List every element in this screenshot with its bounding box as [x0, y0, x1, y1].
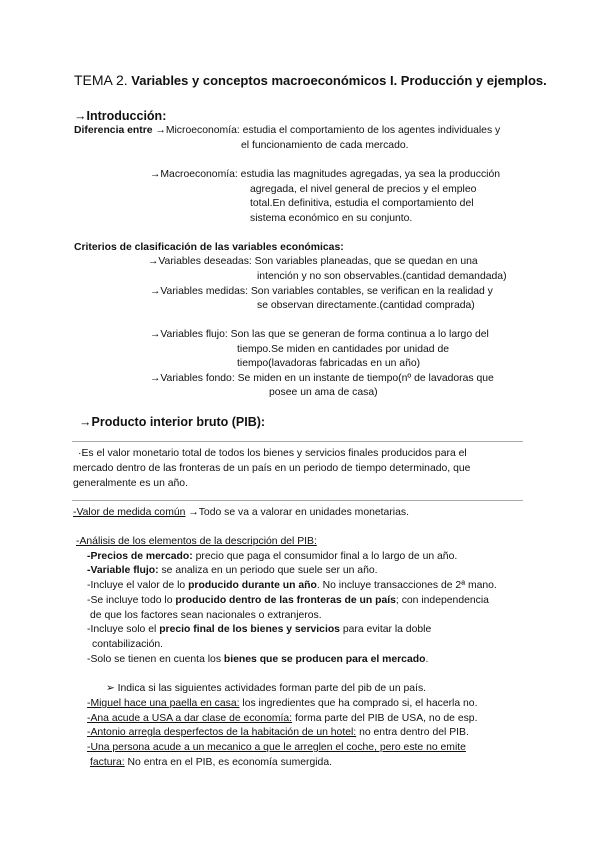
title-text: Variables y conceptos macroeconómicos I. Producción y ejemplos.: [127, 73, 547, 88]
analysis-item-6-bold: bienes que se producen para el mercado: [223, 654, 426, 665]
exercise-item-3-label: -Antonio arregla desperfectos de la habitación de un hotel:: [87, 727, 357, 738]
exercise-item-4-label: factura:: [90, 757, 125, 768]
diff-label: Diferencia entre: [74, 125, 156, 136]
exercise-item-1: [87, 699, 477, 709]
analysis-item-6-c: .: [425, 654, 429, 665]
exercise-item-4-text: No entra en el PIB, es economía sumergida.: [124, 757, 333, 768]
criteria-heading: Criterios de clasificación de las variables económicas:: [74, 242, 344, 253]
analysis-item-5-bold: precio final de los bienes y servicios: [159, 624, 340, 635]
medidas-line-2: se observan directamente.(cantidad comprada): [257, 300, 475, 311]
exercise-item-2-text: forma parte del PIB de USA, no de esp.: [292, 713, 478, 724]
exercise-item-1-text: los ingredientes que ha comprado si, el hacerla no.: [239, 698, 478, 709]
pib-def-line-1: ·Es el valor monetario total de todos los bienes y servicios finales producidos para el: [78, 448, 467, 459]
analysis-item-2-bold: -Variable flujo:: [87, 565, 159, 576]
macro-line-2: agregada, el nivel general de precios y el empleo: [250, 184, 477, 195]
valor-medida-label: -Valor de medida común: [73, 507, 186, 518]
title-number: TEMA 2.: [74, 72, 128, 88]
analysis-item-5: [87, 625, 431, 635]
deseadas-line-2: intención y no son observables.(cantidad demandada): [257, 271, 507, 282]
micro-line-2: el funcionamiento de cada mercado.: [241, 140, 409, 151]
analysis-item-5-c: para evitar la doble: [339, 624, 432, 635]
analysis-item-4-c: ; con independencia: [395, 595, 489, 606]
deseadas-line-1: →Variables deseadas: Son variables planeadas, que se quedan en una: [148, 256, 478, 267]
analysis-item-4-a: -Se incluye todo lo: [87, 595, 176, 606]
micro-line-1: [74, 126, 500, 136]
flujo-line-1: →Variables flujo: Son las que se generan de forma continua a lo largo del: [150, 329, 489, 340]
exercise-item-4-cont: [90, 758, 332, 768]
intro-heading: →Introducción:: [74, 109, 167, 123]
analysis-item-3-bold: producido durante un año: [188, 580, 317, 591]
divider-bottom: [72, 500, 523, 501]
exercise-item-3-text: no entra dentro del PIB.: [356, 727, 469, 738]
analysis-heading: -Análisis de los elementos de la descripción del PIB:: [76, 536, 317, 547]
divider-top: [72, 441, 523, 442]
analysis-item-1-text: precio que paga el consumidor final a lo largo de un año.: [192, 551, 458, 562]
macro-line-3: total.En definitiva, estudia el comportamiento del: [250, 198, 474, 209]
analysis-item-3: [87, 581, 497, 591]
analysis-item-5-cont: contabilización.: [92, 639, 164, 650]
flujo-line-2: tiempo.Se miden en cantidades por unidad de: [237, 344, 449, 355]
exercise-prompt: ➢ Indica si las siguientes actividades forman parte del pib de un país.: [106, 683, 427, 694]
analysis-item-5-a: -Incluye solo el: [87, 624, 160, 635]
micro-text: →Microeconomía: estudia el comportamiento de los agentes individuales y: [155, 125, 501, 136]
medidas-line-1: →Variables medidas: Son variables contables, se verifican en la realidad y: [150, 286, 493, 297]
page-title: [74, 73, 547, 87]
analysis-item-4-cont: de que los factores sean nacionales o extranjeros.: [90, 610, 322, 621]
analysis-item-4-bold: producido dentro de las fronteras de un país: [175, 595, 396, 606]
analysis-item-1-bold: -Precios de mercado:: [87, 551, 193, 562]
pib-def-line-3: generalmente es un año.: [73, 478, 188, 489]
flujo-line-3: tiempo(lavadoras fabricadas en un año): [237, 358, 421, 369]
analysis-item-2: [87, 566, 378, 576]
fondo-line-2: posee un ama de casa): [269, 387, 378, 398]
analysis-item-6-a: -Solo se tienen en cuenta los: [87, 654, 224, 665]
exercise-item-1-label: -Miguel hace una paella en casa:: [87, 698, 240, 709]
pib-heading: →Producto interior bruto (PIB):: [79, 415, 266, 429]
analysis-item-3-a: -Incluye el valor de lo: [87, 580, 189, 591]
analysis-item-2-text: se analiza en un periodo que suele ser un año.: [158, 565, 378, 576]
analysis-item-1: [87, 552, 457, 562]
fondo-line-1: →Variables fondo: Se miden en un instante de tiempo(nº de lavadoras que: [150, 373, 494, 384]
exercise-item-2: [87, 714, 477, 724]
valor-medida-line: [73, 508, 409, 518]
exercise-item-4: -Una persona acude a un mecanico a que le arreglen el coche, pero este no emite: [87, 742, 466, 753]
macro-line-4: sistema económico en su conjunto.: [250, 213, 413, 224]
exercise-item-3: [87, 728, 469, 738]
analysis-item-4: [87, 596, 489, 606]
analysis-item-6: [87, 655, 428, 665]
macro-line-1: →Macroeconomía: estudia las magnitudes agregadas, ya sea la producción: [150, 169, 501, 180]
valor-medida-text: →Todo se va a valorar en unidades monetarias.: [185, 507, 409, 518]
exercise-item-2-label: -Ana acude a USA a dar clase de economía:: [87, 713, 293, 724]
pib-def-line-2: mercado dentro de las fronteras de un país en un periodo de tiempo determinado, que: [73, 463, 471, 474]
analysis-item-3-c: . No incluye transacciones de 2ª mano.: [316, 580, 497, 591]
